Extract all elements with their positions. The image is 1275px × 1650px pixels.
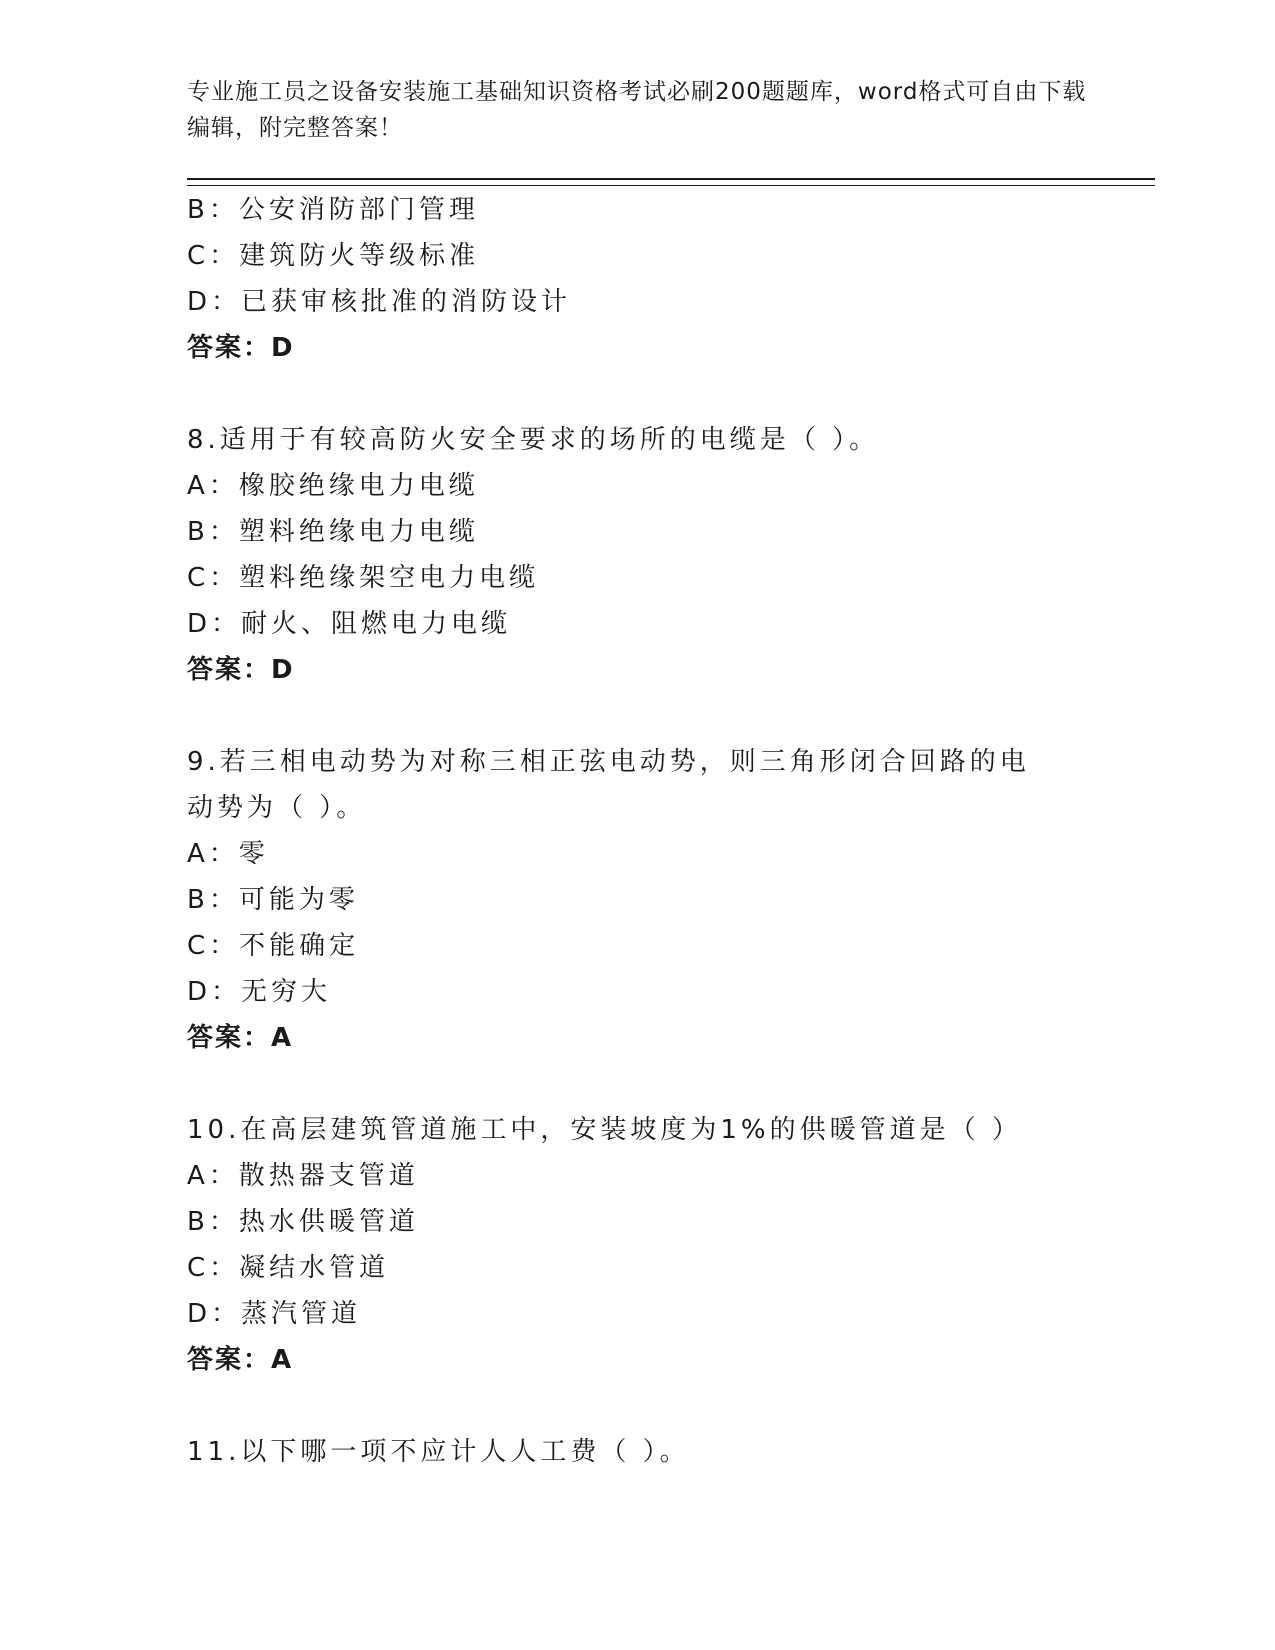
answer-label: 答案：A — [187, 1023, 294, 1053]
question-10 — [187, 1107, 1067, 1383]
answer-label: 答案：A — [187, 1345, 294, 1375]
answer-label: 答案：D — [187, 333, 295, 363]
option-b: B：公安消防部门管理 — [187, 195, 479, 225]
question-text: 8.适用于有较高防火安全要求的场所的电缆是（ ）。 — [187, 425, 880, 455]
question-text: 9.若三相电动势为对称三相正弦电动势，则三角形闭合回路的电动势为（ ）。 — [187, 747, 1030, 823]
answer-label: 答案：D — [187, 655, 295, 685]
option-a: A：橡胶绝缘电力电缆 — [187, 471, 479, 501]
option-d: D：无穷大 — [187, 977, 332, 1007]
question-8 — [187, 417, 1067, 693]
page-header: 专业施工员之设备安装施工基础知识资格考试必刷200题题库，word格式可自由下载编辑，附完整答案！ — [187, 79, 1087, 141]
question-7-continued — [187, 187, 1067, 371]
option-b: B：塑料绝缘电力电缆 — [187, 517, 479, 547]
option-c: C：凝结水管道 — [187, 1253, 390, 1283]
option-c: C：不能确定 — [187, 931, 360, 961]
option-a: A：散热器支管道 — [187, 1161, 419, 1191]
option-c: C：塑料绝缘架空电力电缆 — [187, 563, 540, 593]
question-content — [187, 187, 1067, 1475]
option-a: A：零 — [187, 839, 269, 869]
option-b: B：可能为零 — [187, 885, 359, 915]
option-b: B：热水供暖管道 — [187, 1207, 419, 1237]
question-9 — [187, 739, 1067, 1061]
option-c: C：建筑防火等级标准 — [187, 241, 480, 271]
header-divider — [187, 178, 1155, 186]
question-text: 11.以下哪一项不应计人人工费（ ）。 — [187, 1437, 690, 1467]
option-d: D：已获审核批准的消防设计 — [187, 287, 572, 317]
option-d: D：耐火、阻燃电力电缆 — [187, 609, 512, 639]
option-d: D：蒸汽管道 — [187, 1299, 362, 1329]
question-text: 10.在高层建筑管道施工中，安装坡度为1%的供暖管道是（ ） — [187, 1115, 1022, 1145]
question-11 — [187, 1429, 1067, 1475]
